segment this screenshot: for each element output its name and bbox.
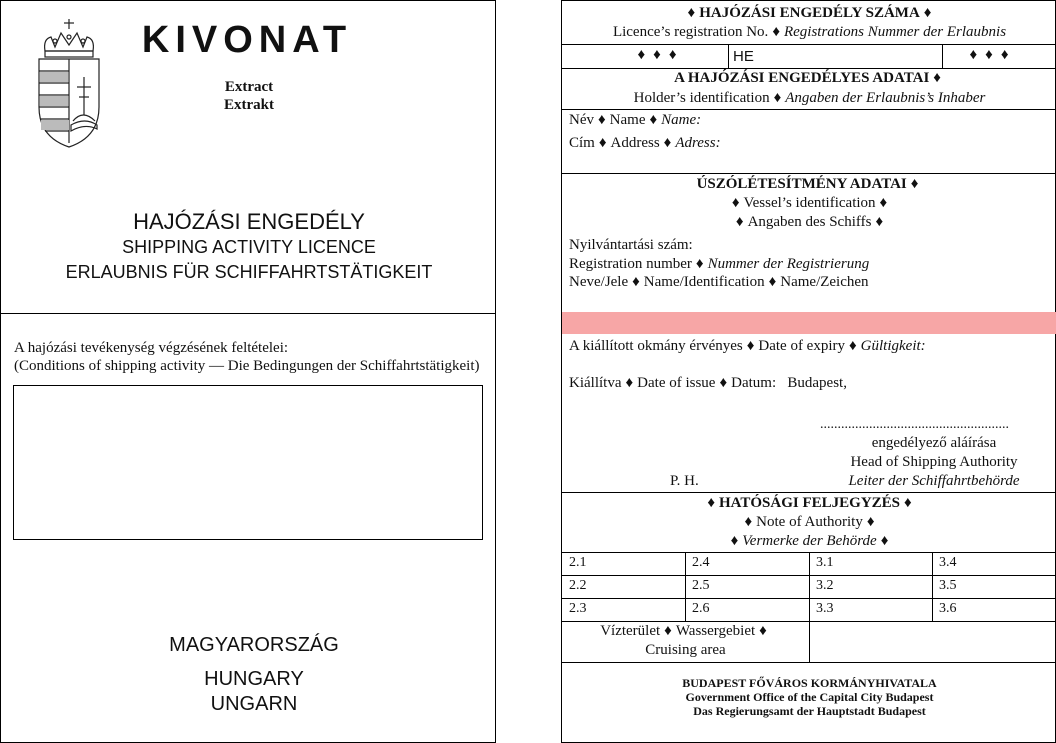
vessel-subtitle-de: ♦ Angaben des Schiffs ♦	[735, 214, 884, 230]
reg-prefix-field[interactable]: HE	[733, 48, 754, 65]
stamp-label: P. H.	[670, 473, 699, 489]
grid-cell[interactable]: 3.1	[816, 555, 834, 570]
vessel-name-field[interactable]: Neve/Jele ♦ Name/Identification ♦ Name/Zeichen	[569, 274, 869, 290]
note-subtitle-en: ♦ Note of Authority ♦	[744, 514, 875, 530]
note-title: ♦ HATÓSÁGI FELJEGYZÉS ♦	[707, 495, 912, 511]
country-en: HUNGARY	[204, 668, 304, 690]
vessel-title: ÚSZÓLÉTESÍTMÉNY ADATAI ♦	[696, 176, 919, 192]
cruising-area-label: Vízterület ♦ Wassergebiet ♦	[600, 623, 767, 639]
grid-cell[interactable]: 2.6	[692, 601, 710, 616]
signature-en: Head of Shipping Authority	[850, 454, 1018, 470]
signature-hu: engedélyező aláírása	[871, 435, 997, 451]
grid-cell[interactable]: 2.2	[569, 578, 587, 593]
note-subtitle-de: ♦ Vermerke der Behörde ♦	[730, 533, 889, 549]
grid-cell[interactable]: 2.1	[569, 555, 587, 570]
grid-cell[interactable]: 3.6	[939, 601, 957, 616]
office-de: Das Regierungsamt der Hauptstadt Budapest	[693, 704, 926, 718]
validity-field[interactable]: A kiállított okmány érvényes ♦ Date of expiry ♦ Gültigkeit:	[569, 338, 926, 354]
cruising-area-en: Cruising area	[645, 642, 726, 658]
title-german: Extrakt	[224, 97, 274, 113]
regnum-field[interactable]: Registration number ♦ Nummer der Registrierung	[569, 256, 870, 272]
licence-title-en: SHIPPING ACTIVITY LICENCE	[122, 237, 376, 257]
holder-subtitle: Holder’s identification ♦ Angaben der Erlaubnis’s Inhaber	[633, 90, 986, 106]
licence-title-hu: HAJÓZÁSI ENGEDÉLY	[133, 209, 365, 234]
grid-cell[interactable]: 3.3	[816, 601, 834, 616]
coat-of-arms-icon	[31, 17, 107, 151]
grid-cell[interactable]: 3.5	[939, 578, 957, 593]
licence-title-de: ERLAUBNIS FÜR SCHIFFAHRTSTÄTIGKEIT	[65, 262, 433, 282]
signature-line[interactable]: ......................................................	[820, 417, 1009, 432]
divider	[1, 313, 495, 314]
document-title: KIVONAT	[141, 19, 353, 61]
left-page	[0, 0, 496, 743]
holder-name-field[interactable]: Név ♦ Name ♦ Name:	[569, 112, 702, 128]
cruising-area-field[interactable]	[810, 622, 1056, 661]
regnum-label: Nyilvántartási szám:	[569, 237, 693, 253]
right-page	[561, 0, 1056, 743]
country-de: UNGARN	[210, 693, 298, 715]
grid-cell[interactable]: 3.2	[816, 578, 834, 593]
title-english: Extract	[224, 79, 274, 95]
signature-de: Leiter der Schiffahrtbehörde	[848, 473, 1020, 489]
reg-diamonds-right: ♦ ♦ ♦	[969, 47, 1009, 63]
reg-diamonds-left: ♦ ♦ ♦	[637, 47, 677, 63]
conditions-label: A hajózási tevékenység végzésének feltételei:	[14, 340, 289, 356]
grid-cell[interactable]: 3.4	[939, 555, 957, 570]
conditions-box[interactable]	[13, 385, 483, 540]
vessel-subtitle-en: ♦ Vessel’s identification ♦	[731, 195, 888, 211]
holder-address-field[interactable]: Cím ♦ Address ♦ Adress:	[569, 135, 721, 151]
holder-title: A HAJÓZÁSI ENGEDÉLYES ADATAI ♦	[674, 70, 941, 86]
issue-field[interactable]: Kiállítva ♦ Date of issue ♦ Datum: Budapest,	[569, 375, 847, 391]
grid-cell[interactable]: 2.4	[692, 555, 710, 570]
country-hu: MAGYARORSZÁG	[169, 634, 339, 656]
reg-title: ♦ HAJÓZÁSI ENGEDÉLY SZÁMA ♦	[687, 5, 932, 21]
conditions-label-multi: (Conditions of shipping activity — Die Bedingungen der Schiffahrtstätigkeit)	[14, 358, 480, 374]
office-en: Government Office of the Capital City Budapest	[685, 690, 934, 704]
grid-cell[interactable]: 2.3	[569, 601, 587, 616]
reg-subtitle: Licence’s registration No. ♦ Registrations Nummer der Erlaubnis	[612, 24, 1007, 40]
office-hu: BUDAPEST FŐVÁROS KORMÁNYHIVATALA	[682, 676, 937, 690]
grid-cell[interactable]: 2.5	[692, 578, 710, 593]
highlight-band	[562, 312, 1056, 334]
